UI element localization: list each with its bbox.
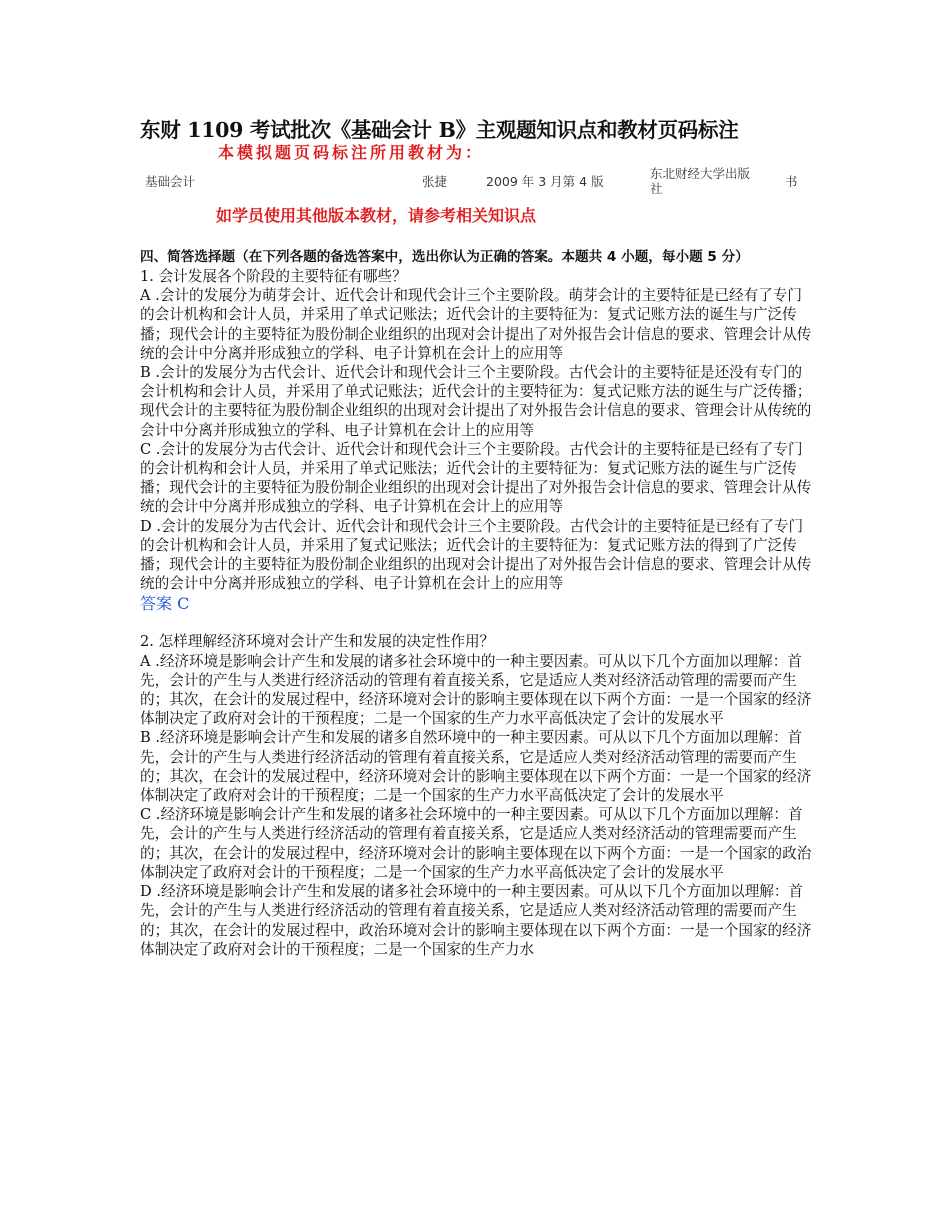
page-title: 东财 1109 考试批次《基础会计 B》主观题知识点和教材页码标注 <box>140 118 739 142</box>
textbook-publisher-line2: 社 <box>650 181 663 196</box>
textbook-author: 张捷 <box>422 174 448 189</box>
textbook-publisher-line1: 东北财经大学出版 <box>650 166 751 181</box>
option-d: D .经济环境是影响会计产生和发展的诸多社会环境中的一种主要因素。可从以下几个方面加以理解：首先，会计的产生与人类进行经济活动的管理有着直接关系，它是适应人类对经济活动管理的需要而产生的；其次，在会计的发展过程中，政治环境对会计的影响主要体现在以下两个方面：一是一个国家的经济体制决定了政府对会计的干预程度；二是一个国家的生产力水 <box>140 883 812 958</box>
option-c: C .经济环境是影响会计产生和发展的诸多社会环境中的一种主要因素。可从以下几个方面加以理解：首先，会计的产生与人类进行经济活动的管理有着直接关系，它是适应人类对经济活动的管理需要而产生的；其次，在会计的发展过程中，经济环境对会计的影响主要体现在以下两个方面：一是一个国家的政治体制决定了政府对会计的干预程度；二是一个国家的生产力水平高低决定了会计的发展水平 <box>140 806 812 881</box>
section-heading: 四、简答选择题（在下列各题的备选答案中，选出你认为正确的答案。本题共 4 小题，每小题 5 分） <box>140 249 749 265</box>
textbook-subtitle: 本模拟题页码标注所用教材为： <box>218 143 485 162</box>
option-b: B .经济环境是影响会计产生和发展的诸多自然环境中的一种主要因素。可从以下几个方面加以理解：首先，会计的产生与人类进行经济活动的管理有着直接关系，它是适应人类对经济活动管理的需要而产生的；其次，在会计的发展过程中，经济环境对会计的影响主要体现在以下两个方面：一是一个国家的经济体制决定了政府对会计的干预程度；二是一个国家的生产力水平高低决定了会计的发展水平 <box>140 729 812 805</box>
version-notice: 如学员使用其他版本教材，请参考相关知识点 <box>216 206 537 225</box>
option-a: A .会计的发展分为萌芽会计、近代会计和现代会计三个主要阶段。萌芽会计的主要特征是已经有了专门的会计机构和会计人员，并采用了单式记账法；近代会计的主要特征为：复式记账方法的诞生与广泛传播；现代会计的主要特征为股份制企业组织的出现对会计提出了对外报告会计信息的要求、管理会计从传统的会计中分离并形成独立的学科、电子计算机在会计上的应用等 <box>140 287 812 362</box>
textbook-publisher <box>650 166 750 196</box>
document-body <box>140 248 815 959</box>
textbook-name: 基础会计 <box>145 174 196 189</box>
question-text: 2. 怎样理解经济环境对会计产生和发展的决定性作用？ <box>140 633 495 651</box>
option-d: D .会计的发展分为古代会计、近代会计和现代会计三个主要阶段。古代会计的主要特征是已经有了专门的会计机构和会计人员，并采用了复式记账法；近代会计的主要特征为：复式记账方法的得到了广泛传播；现代会计的主要特征为股份制企业组织的出现对会计提出了对外报告会计信息的要求、管理会计从传统的会计中分离并形成独立的学科、电子计算机在会计上的应用等 <box>140 517 812 593</box>
question-text: 1. 会计发展各个阶段的主要特征有哪些？ <box>140 268 407 285</box>
option-b: B .会计的发展分为古代会计、近代会计和现代会计三个主要阶段。古代会计的主要特征是还没有专门的会计机构和会计人员，并采用了单式记账法；近代会计的主要特征为：复式记账方法的诞生与广泛传播；现代会计的主要特征为股份制企业组织的出现对会计提出了对外报告会计信息的要求、管理会计从传统的会计中分离并形成独立的学科、电子计算机在会计上的应用等 <box>140 364 812 439</box>
spacer <box>140 614 815 632</box>
question-block-2 <box>140 632 815 958</box>
option-a: A .经济环境是影响会计产生和发展的诸多社会环境中的一种主要因素。可从以下几个方面加以理解：首先，会计的产生与人类进行经济活动的管理有着直接关系，它是适应人类对经济活动管理的需要而产生的；其次，在会计的发展过程中，经济环境对会计的影响主要体现在以下两个方面：一是一个国家的经济体制决定了政府对会计的干预程度；二是一个国家的生产力水平高低决定了会计的发展水平 <box>140 652 812 728</box>
question-block-1 <box>140 267 815 614</box>
answer-text: 答案 C <box>140 594 190 614</box>
textbook-edition: 2009 年 3 月第 4 版 <box>486 174 604 189</box>
textbook-type: 书 <box>785 174 798 189</box>
option-c: C .会计的发展分为古代会计、近代会计和现代会计三个主要阶段。古代会计的主要特征是已经有了专门的会计机构和会计人员，并采用了单式记账法；近代会计的主要特征为：复式记账方法的诞生与广泛传播；现代会计的主要特征为股份制企业组织的出现对会计提出了对外报告会计信息的要求、管理会计从传统的会计中分离并形成独立的学科、电子计算机在会计上的应用等 <box>140 440 812 516</box>
